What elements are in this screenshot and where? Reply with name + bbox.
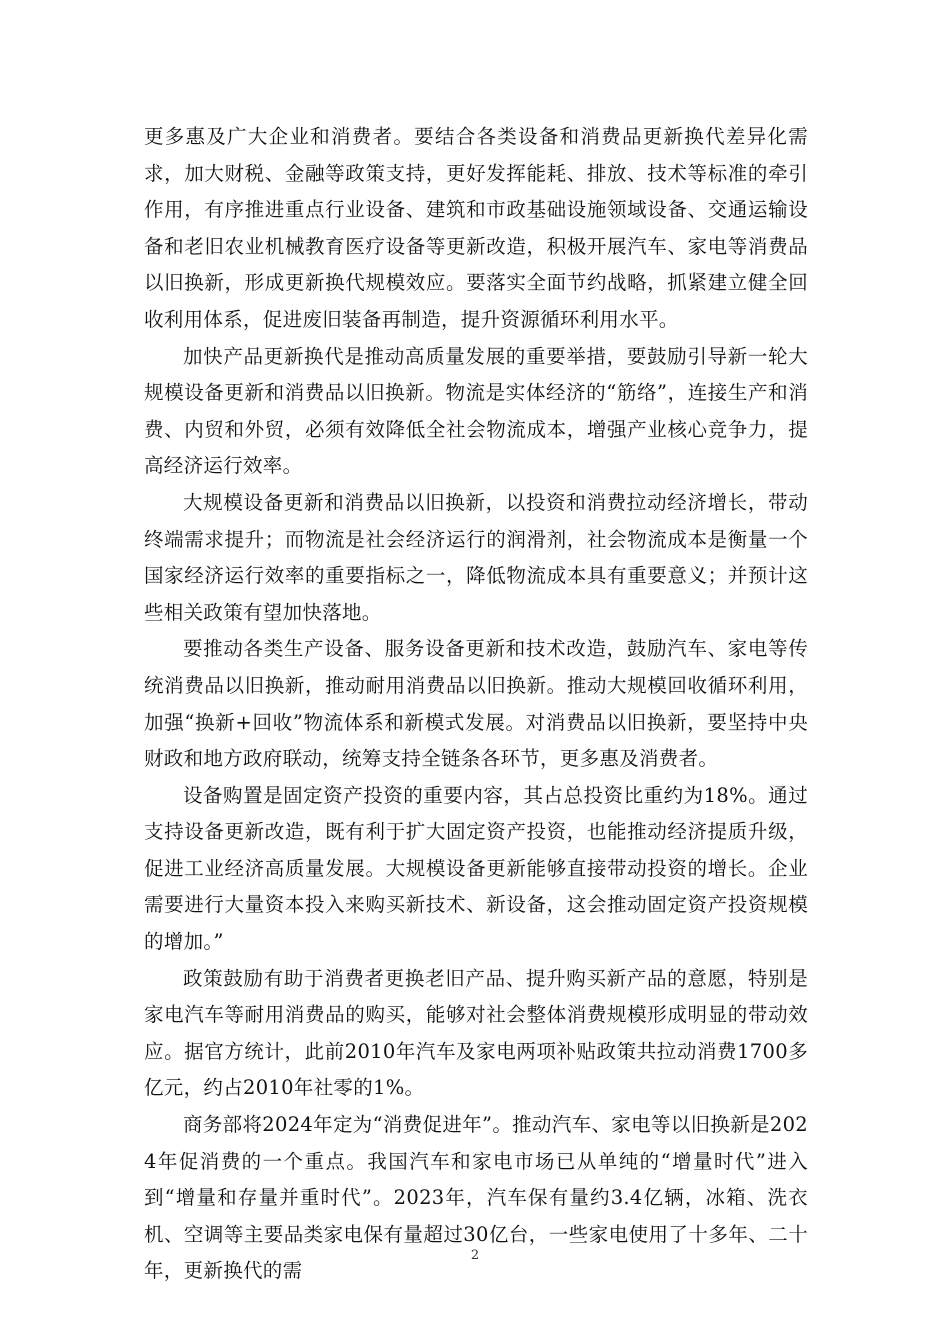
paragraph-5: 设备购置是固定资产投资的重要内容，其占总投资比重约为18%。通过支持设备更新改造，既有利于扩大固定资产投资，也能推动经济提质升级，促进工业经济高质量发展。大规模设备更新能够直接带动投资的增长。企业需要进行大量资本投入来购买新技术、新设备，这会推动固定资产投资规模的增加。” [144, 783, 808, 954]
paragraph-1: 更多惠及广大企业和消费者。要结合各类设备和消费品更新换代差异化需求，加大财税、金融等政策支持，更好发挥能耗、排放、技术等标准的牵引作用，有序推进重点行业设备、建筑和市政基础设施领域设备、交通运输设备和老旧农业机械教育医疗设备等更新改造，积极开展汽车、家电等消费品以旧换新，形成更新换代规模效应。要落实全面节约战略，抓紧建立健全回收利用体系，促进废旧装备再制造，提升资源循环利用水平。 [144, 125, 808, 331]
page-number: 2 [470, 1248, 480, 1263]
paragraph-2: 加快产品更新换代是推动高质量发展的重要举措，要鼓励引导新一轮大规模设备更新和消费品以旧换新。物流是实体经济的“筋络”，连接生产和消费、内贸和外贸，必须有效降低全社会物流成本，增强产业核心竞争力，提高经济运行效率。 [144, 344, 808, 478]
paragraph-3: 大规模设备更新和消费品以旧换新，以投资和消费拉动经济增长，带动终端需求提升；而物流是社会经济运行的润滑剂，社会物流成本是衡量一个国家经济运行效率的重要指标之一，降低物流成本具有重要意义；并预计这些相关政策有望加快落地。 [144, 490, 808, 624]
paragraph-4: 要推动各类生产设备、服务设备更新和技术改造，鼓励汽车、家电等传统消费品以旧换新，推动耐用消费品以旧换新。推动大规模回收循环利用，加强“换新+回收”物流体系和新模式发展。对消费品以旧换新，要坚持中央财政和地方政府联动，统筹支持全链条各环节，更多惠及消费者。 [144, 637, 808, 771]
paragraph-7: 商务部将2024年定为“消费促进年”。推动汽车、家电等以旧换新是2024年促消费的一个重点。我国汽车和家电市场已从单纯的“增量时代”进入到“增量和存量并重时代”。2023年，汽车保有量约3.4亿辆，冰箱、洗衣机、空调等主要品类家电保有量超过30亿台，一些家电使用了十多年、二十年，更新换代的需 [144, 1113, 808, 1283]
document-body [144, 119, 808, 1290]
paragraph-6: 政策鼓励有助于消费者更换老旧产品、提升购买新产品的意愿，特别是家电汽车等耐用消费品的购买，能够对社会整体消费规模形成明显的带动效应。据官方统计，此前2010年汽车及家电两项补贴政策共拉动消费1700多亿元，约占2010年社零的1%。 [144, 966, 808, 1100]
